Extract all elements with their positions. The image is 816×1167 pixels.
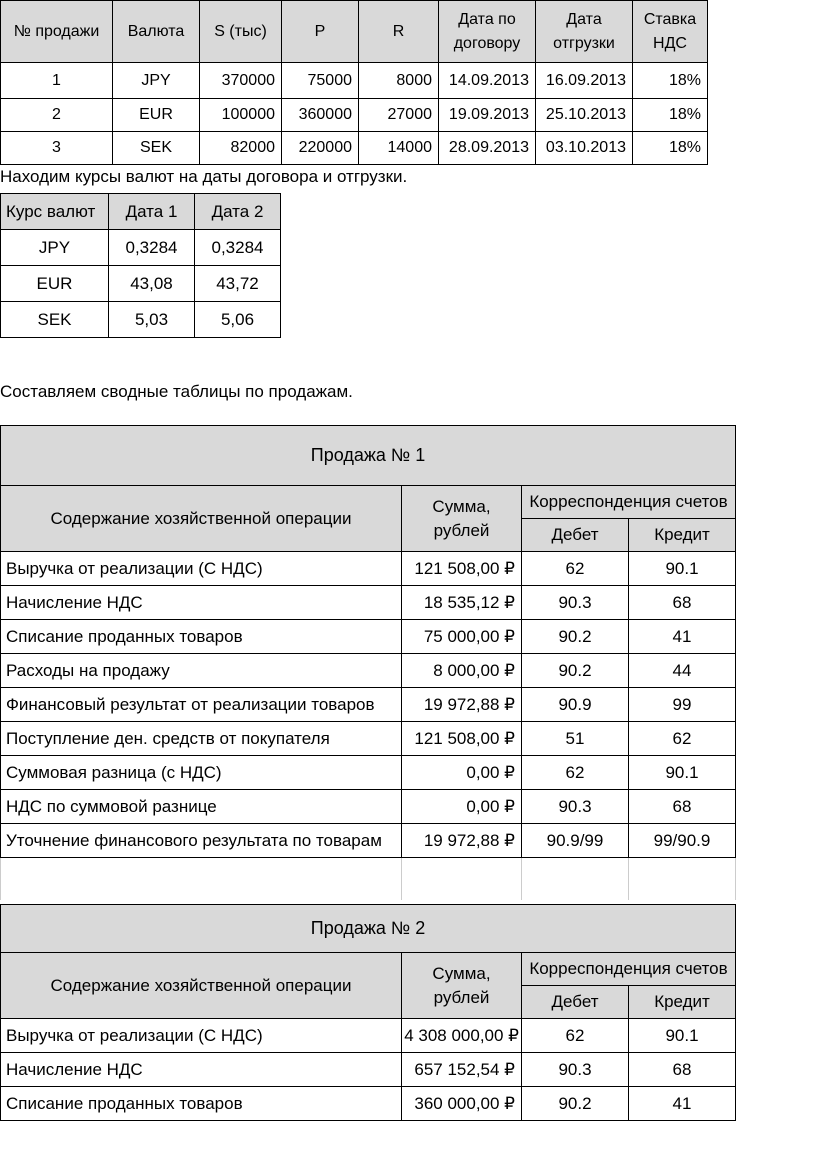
table-cell: EUR [113,99,200,132]
amount-cell: 19 972,88 ₽ [402,688,522,722]
table-cell: 18% [633,63,708,99]
credit-cell: 90.1 [629,552,736,586]
header-line: Дата по [458,10,516,28]
header-line: Сумма, [432,496,491,516]
amount-cell: 0,00 ₽ [402,790,522,824]
table-cell: EUR [1,266,109,302]
debit-cell: 90.3 [522,586,629,620]
sales-header-cell [439,1,536,63]
header-line: отгрузки [553,34,615,52]
operation-cell: Списание проданных товаров [1,620,402,654]
table-cell: 14000 [359,132,439,165]
credit-cell: 41 [629,1087,736,1121]
table-row [1,722,736,756]
rates-header-row [1,194,281,230]
sale2-title-row [1,905,736,953]
operation-cell: Списание проданных товаров [1,1087,402,1121]
sale2-summary-table [0,904,736,1121]
debit-cell: 90.2 [522,654,629,688]
table-cell: 19.09.2013 [439,99,536,132]
credit-cell: 62 [629,722,736,756]
sales-header-cell: P [282,1,359,63]
sales-header-cell [633,1,708,63]
col-corr-header: Корреспонденция счетов [522,486,736,519]
header-line: Дата [566,10,602,28]
col-operation-header: Содержание хозяйственной операции [1,486,402,552]
table-row [1,586,736,620]
table-row [1,132,708,165]
operation-cell: Суммовая разница (с НДС) [1,756,402,790]
operation-cell: Начисление НДС [1,586,402,620]
table-row [1,99,708,132]
debit-cell: 51 [522,722,629,756]
table-cell: 43,72 [195,266,281,302]
sale1-title: Продажа № 1 [1,426,736,486]
table-row [1,302,281,338]
debit-cell: 90.2 [522,1087,629,1121]
amount-cell: 657 152,54 ₽ [402,1053,522,1087]
table-cell: 18% [633,99,708,132]
table-cell: 16.09.2013 [536,63,633,99]
amount-cell: 8 000,00 ₽ [402,654,522,688]
blank-row [1,858,736,900]
operation-cell: Уточнение финансового результата по товарам [1,824,402,858]
credit-cell: 44 [629,654,736,688]
table-row [1,1087,736,1121]
amount-cell: 121 508,00 ₽ [402,552,522,586]
operation-cell: Начисление НДС [1,1053,402,1087]
table-cell: 5,03 [109,302,195,338]
col-debit-header: Дебет [522,519,629,552]
credit-cell: 99/90.9 [629,824,736,858]
table-cell: 18% [633,132,708,165]
table-row [1,1053,736,1087]
debit-cell: 90.9/99 [522,824,629,858]
col-operation-header: Содержание хозяйственной операции [1,953,402,1019]
amount-cell: 19 972,88 ₽ [402,824,522,858]
amount-cell: 121 508,00 ₽ [402,722,522,756]
col-sum-header [402,486,522,552]
sales-table [0,0,708,165]
operation-cell: Выручка от реализации (С НДС) [1,1019,402,1053]
debit-cell: 90.9 [522,688,629,722]
operation-cell: Расходы на продажу [1,654,402,688]
credit-cell: 41 [629,620,736,654]
operation-cell: Финансовый результат от реализации товаров [1,688,402,722]
table-row [1,756,736,790]
table-row [1,620,736,654]
col-corr-header: Корреспонденция счетов [522,953,736,986]
table-cell: JPY [1,230,109,266]
rates-header-cell: Дата 1 [109,194,195,230]
blank-cell [1,858,402,900]
table-row [1,654,736,688]
table-cell: 220000 [282,132,359,165]
credit-cell: 68 [629,586,736,620]
header-line: НДС [653,34,687,52]
debit-cell: 62 [522,1019,629,1053]
sales-header-cell: № продажи [1,1,113,63]
operation-cell: НДС по суммовой разнице [1,790,402,824]
sales-header-cell [536,1,633,63]
credit-cell: 90.1 [629,756,736,790]
table-cell: JPY [113,63,200,99]
amount-cell: 4 308 000,00 ₽ [402,1019,522,1053]
summary-head-row [1,953,736,986]
table-row [1,552,736,586]
table-cell: 5,06 [195,302,281,338]
table-row [1,266,281,302]
table-cell: 43,08 [109,266,195,302]
credit-cell: 90.1 [629,1019,736,1053]
sale2-title: Продажа № 2 [1,905,736,953]
blank-cell [402,858,522,900]
table-row [1,1019,736,1053]
col-debit-header: Дебет [522,986,629,1019]
header-line: рублей [433,520,490,540]
amount-cell: 0,00 ₽ [402,756,522,790]
table-cell: 370000 [200,63,282,99]
header-line: Ставка [643,10,697,28]
debit-cell: 62 [522,552,629,586]
table-cell: 25.10.2013 [536,99,633,132]
amount-cell: 75 000,00 ₽ [402,620,522,654]
amount-cell: 360 000,00 ₽ [402,1087,522,1121]
blank-cell [522,858,629,900]
sales-header-cell: S (тыс) [200,1,282,63]
table-cell: 0,3284 [195,230,281,266]
debit-cell: 90.2 [522,620,629,654]
sales-header-row [1,1,708,63]
table-cell: 75000 [282,63,359,99]
table-cell: 82000 [200,132,282,165]
operation-cell: Поступление ден. средств от покупателя [1,722,402,756]
table-cell: 3 [1,132,113,165]
table-cell: SEK [113,132,200,165]
table-row [1,688,736,722]
col-credit-header: Кредит [629,519,736,552]
table-cell: 8000 [359,63,439,99]
header-line: договору [453,34,521,52]
rates-header-cell: Курс валют [1,194,109,230]
col-credit-header: Кредит [629,986,736,1019]
credit-cell: 68 [629,790,736,824]
table-cell: 2 [1,99,113,132]
text-summary-intro: Составляем сводные таблицы по продажам. [0,382,353,401]
summary-head-row [1,486,736,519]
debit-cell: 90.3 [522,1053,629,1087]
table-cell: 100000 [200,99,282,132]
debit-cell: 90.3 [522,790,629,824]
table-row [1,63,708,99]
table-row [1,790,736,824]
sales-header-cell: R [359,1,439,63]
text-find-rates: Находим курсы валют на даты договора и отгрузки. [0,167,408,186]
table-cell: 1 [1,63,113,99]
table-row [1,824,736,858]
table-cell: 14.09.2013 [439,63,536,99]
col-sum-header [402,953,522,1019]
debit-cell: 62 [522,756,629,790]
table-cell: 360000 [282,99,359,132]
rates-header-cell: Дата 2 [195,194,281,230]
sale1-title-row [1,426,736,486]
table-cell: 28.09.2013 [439,132,536,165]
table-cell: 03.10.2013 [536,132,633,165]
table-row [1,230,281,266]
table-cell: 0,3284 [109,230,195,266]
credit-cell: 68 [629,1053,736,1087]
table-cell: 27000 [359,99,439,132]
rates-table [0,193,281,338]
sales-header-cell: Валюта [113,1,200,63]
amount-cell: 18 535,12 ₽ [402,586,522,620]
header-line: Сумма, [432,963,491,983]
sale1-summary-table [0,425,736,900]
blank-cell [629,858,736,900]
header-line: рублей [433,987,490,1007]
operation-cell: Выручка от реализации (С НДС) [1,552,402,586]
credit-cell: 99 [629,688,736,722]
table-cell: SEK [1,302,109,338]
